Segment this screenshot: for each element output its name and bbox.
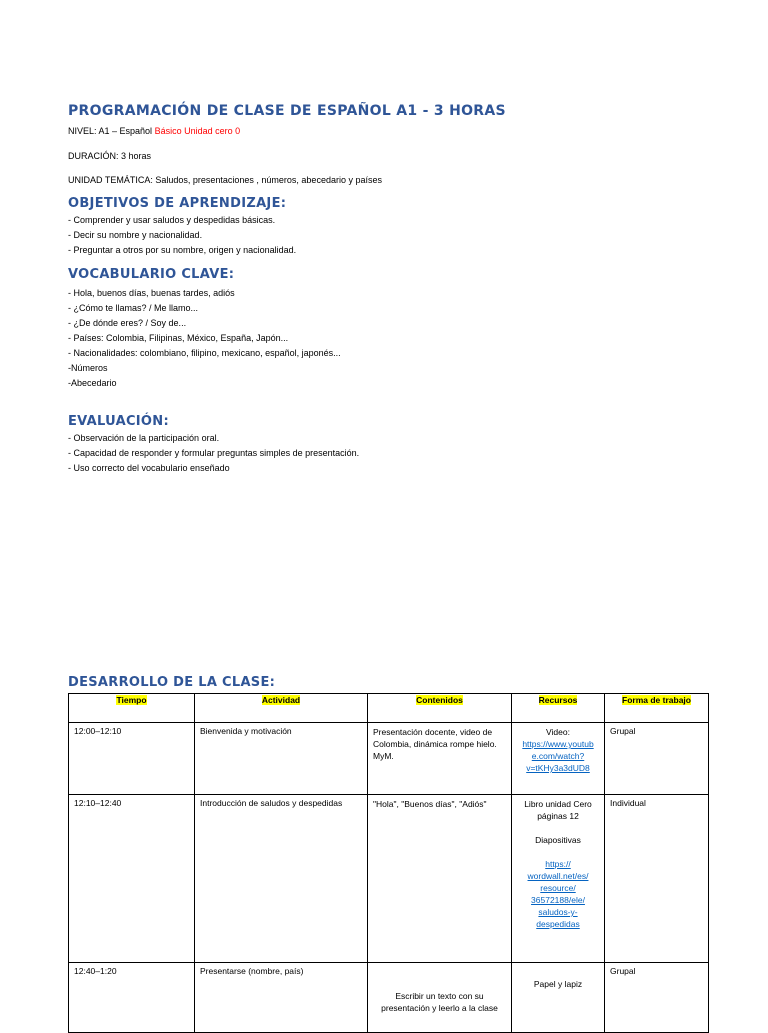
- list-item: - Nacionalidades: colombiano, filipino, mexicano, español, japonés...: [68, 348, 341, 358]
- duracion-line: DURACIÓN: 3 horas: [68, 151, 152, 161]
- evaluacion-list: [68, 431, 359, 476]
- list-item: - Capacidad de responder y formular preguntas simples de presentación.: [68, 448, 360, 458]
- nivel-line: [68, 125, 240, 137]
- cell-recursos: Papel y lapiz: [512, 963, 605, 1033]
- list-item: - Hola, buenos días, buenas tardes, adiós: [68, 288, 235, 298]
- unidad-line: UNIDAD TEMÁTICA: Saludos, presentaciones , números, abecedario y países: [68, 175, 382, 185]
- cell-recursos: Video: https://www.youtub e.com/watch? v=tKHy3a3dUD8: [512, 723, 605, 795]
- column-header-actividad: Actividad: [195, 694, 368, 723]
- vocabulario-heading: VOCABULARIO CLAVE:: [68, 267, 235, 282]
- wordwall-link[interactable]: https:// wordwall.net/es/ resource/ 36572188/ele/ saludos-y- despedidas: [527, 859, 589, 929]
- cell-tiempo: 12:40–1:20: [69, 963, 195, 1033]
- cell-contenidos: Escribir un texto con su presentación y leerlo a la clase: [368, 963, 512, 1033]
- cell-actividad: Introducción de saludos y despedidas: [195, 795, 368, 963]
- cell-actividad: Presentarse (nombre, país): [195, 963, 368, 1033]
- list-item: - Decir su nombre y nacionalidad.: [68, 230, 203, 240]
- objetivos-list: [68, 213, 296, 258]
- list-item: -Números: [68, 363, 108, 373]
- column-header-forma: Forma de trabajo: [605, 694, 709, 723]
- cell-tiempo: 12:10–12:40: [69, 795, 195, 963]
- nivel-highlight: Básico Unidad cero 0: [154, 126, 241, 136]
- vocabulario-list: [68, 286, 341, 391]
- cell-contenidos: Presentación docente, video de Colombia, dinámica rompe hielo. MyM.: [368, 723, 512, 795]
- cell-contenidos: "Hola", "Buenos días", "Adiós": [368, 795, 512, 963]
- list-item: - ¿De dónde eres? / Soy de...: [68, 318, 187, 328]
- column-header-contenidos: Contenidos: [368, 694, 512, 723]
- list-item: - Observación de la participación oral.: [68, 433, 220, 443]
- cell-tiempo: 12:00–12:10: [69, 723, 195, 795]
- nivel-prefix: NIVEL: A1 – Español: [68, 126, 155, 136]
- list-item: - Uso correcto del vocabulario enseñado: [68, 463, 230, 473]
- column-header-recursos: Recursos: [512, 694, 605, 723]
- table-row: [69, 795, 709, 963]
- list-item: - Preguntar a otros por su nombre, origen y nacionalidad.: [68, 245, 297, 255]
- cell-forma: Grupal: [605, 963, 709, 1033]
- cell-forma: Individual: [605, 795, 709, 963]
- page-title: PROGRAMACIÓN DE CLASE DE ESPAÑOL A1 - 3 HORAS: [68, 103, 506, 119]
- table-row: [69, 723, 709, 795]
- desarrollo-heading: DESARROLLO DE LA CLASE:: [68, 675, 276, 690]
- column-header-tiempo: Tiempo: [69, 694, 195, 723]
- table-header-row: [69, 694, 709, 723]
- evaluacion-heading: EVALUACIÓN:: [68, 414, 169, 429]
- cell-recursos: Libro unidad Cero páginas 12 Diapositivas https:// wordwall.net/es/ resource/ 36572188/ele/ saludos-y- despedidas: [512, 795, 605, 963]
- list-item: - Países: Colombia, Filipinas, México, España, Japón...: [68, 333, 289, 343]
- objetivos-heading: OBJETIVOS DE APRENDIZAJE:: [68, 196, 287, 211]
- cell-forma: Grupal: [605, 723, 709, 795]
- table-row: [69, 963, 709, 1033]
- list-item: - Comprender y usar saludos y despedidas básicas.: [68, 215, 276, 225]
- list-item: -Abecedario: [68, 378, 117, 388]
- cell-actividad: Bienvenida y motivación: [195, 723, 368, 795]
- schedule-table: [68, 693, 709, 1033]
- list-item: - ¿Cómo te llamas? / Me llamo...: [68, 303, 199, 313]
- video-link[interactable]: https://www.youtub e.com/watch? v=tKHy3a3dUD8: [522, 739, 594, 773]
